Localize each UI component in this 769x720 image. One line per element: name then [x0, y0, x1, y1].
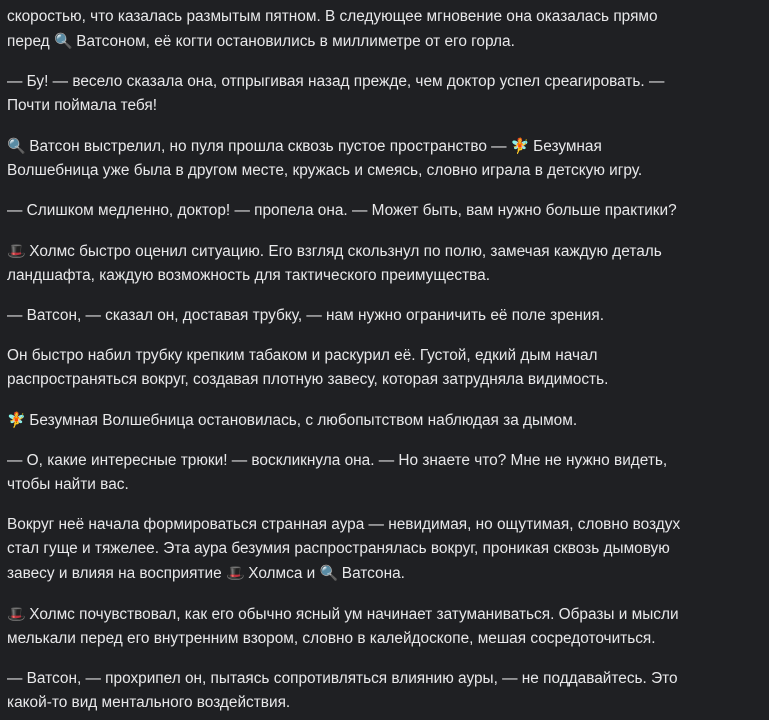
text-segment: завесу и влияя на восприятие: [7, 565, 226, 582]
paragraph-line: [7, 667, 759, 691]
text-segment: ландшафта, каждую возможность для тактического преимущества.: [7, 267, 491, 284]
text-segment: Ватсон выстрелил, но пуля прошла сквозь пустое пространство —: [25, 138, 511, 155]
paragraph-line: [7, 344, 759, 368]
paragraph-line: [7, 94, 759, 118]
top-hat-icon: 🎩: [7, 242, 26, 260]
fairy-icon: 🧚: [7, 411, 26, 429]
paragraph-line: [7, 134, 759, 159]
paragraph-line: [7, 159, 759, 183]
text-segment: Волшебница уже была в другом месте, кружась и смеясь, словно играла в детскую игру.: [7, 162, 643, 179]
paragraph-line: [7, 408, 759, 433]
text-segment: чтобы найти вас.: [7, 476, 129, 493]
paragraph-line: [7, 561, 759, 586]
paragraph-line: [7, 29, 759, 54]
magnifier-icon: 🔍: [7, 137, 26, 155]
text-segment: — О, какие интересные трюки! — воскликнула она. — Но знаете что? Мне не нужно видеть,: [7, 452, 668, 469]
story-paragraph: [7, 449, 759, 497]
text-segment: Холмса и: [243, 565, 320, 582]
story-paragraph: [7, 134, 759, 183]
text-segment: Безумная: [528, 138, 602, 155]
story-paragraph: [7, 513, 759, 586]
story-paragraph: [7, 667, 759, 715]
magnifier-icon: 🔍: [319, 564, 339, 582]
text-segment: — Бу! — весело сказала она, отпрыгивая назад прежде, чем доктор успел среагировать. —: [7, 73, 665, 90]
text-segment: Почти поймала тебя!: [7, 97, 158, 114]
paragraph-line: [7, 304, 759, 328]
paragraph-line: [7, 602, 759, 627]
text-segment: перед: [7, 33, 54, 50]
text-segment: Он быстро набил трубку крепким табаком и раскурил её. Густой, едкий дым начал: [7, 347, 598, 364]
paragraph-line: [7, 537, 759, 561]
paragraph-line: [7, 691, 759, 715]
story-paragraph: [7, 344, 759, 392]
paragraph-line: [7, 5, 759, 29]
story-paragraph: [7, 602, 759, 651]
story-paragraph: [7, 199, 759, 223]
text-segment: какой-то вид ментального воздействия.: [7, 694, 291, 711]
story-paragraph: [7, 70, 759, 118]
text-segment: мелькали перед его внутренним взором, словно в калейдоскопе, мешая сосредоточиться.: [7, 630, 656, 647]
paragraph-line: [7, 368, 759, 392]
top-hat-icon: 🎩: [7, 605, 26, 623]
text-segment: Холмс быстро оценил ситуацию. Его взгляд скользнул по полю, замечая каждую деталь: [25, 243, 662, 260]
text-segment: Холмс почувствовал, как его обычно ясный ум начинает затуманиваться. Образы и мысли: [25, 606, 679, 623]
story-paragraph: [7, 304, 759, 328]
paragraph-line: [7, 199, 759, 223]
text-segment: — Слишком медленно, доктор! — пропела она. — Может быть, вам нужно больше практики?: [7, 202, 677, 219]
text-segment: Ватсона.: [337, 565, 405, 582]
paragraph-line: [7, 264, 759, 288]
text-segment: распространяться вокруг, создавая плотную завесу, которая затрудняла видимость.: [7, 371, 609, 388]
paragraph-line: [7, 239, 759, 264]
paragraph-line: [7, 473, 759, 497]
paragraph-line: [7, 513, 759, 537]
paragraph-line: [7, 627, 759, 651]
paragraph-line: [7, 449, 759, 473]
story-paragraph: [7, 239, 759, 288]
text-segment: — Ватсон, — сказал он, доставая трубку, — нам нужно ограничить её поле зрения.: [7, 307, 604, 324]
story-text: [7, 5, 759, 720]
text-segment: скоростью, что казалась размытым пятном. В следующее мгновение она оказалась прямо: [7, 8, 658, 25]
story-paragraph: [7, 408, 759, 433]
top-hat-icon: 🎩: [225, 564, 245, 582]
text-segment: Вокруг неё начала формироваться странная аура — невидимая, но ощутимая, словно воздух: [7, 516, 681, 533]
text-segment: Ватсоном, её когти остановились в миллиметре от его горла.: [71, 33, 515, 50]
text-segment: стал гуще и тяжелее. Эта аура безумия распространялась вокруг, проникая сквозь дымовую: [7, 540, 670, 557]
story-paragraph: [7, 5, 759, 54]
text-segment: Безумная Волшебница остановилась, с любопытством наблюдая за дымом.: [25, 412, 578, 429]
paragraph-line: [7, 70, 759, 94]
fairy-icon: 🧚: [510, 137, 530, 155]
text-segment: — Ватсон, — прохрипел он, пытаясь сопротивляться влиянию ауры, — не поддавайтесь. Это: [7, 670, 678, 687]
magnifier-icon: 🔍: [53, 32, 73, 50]
